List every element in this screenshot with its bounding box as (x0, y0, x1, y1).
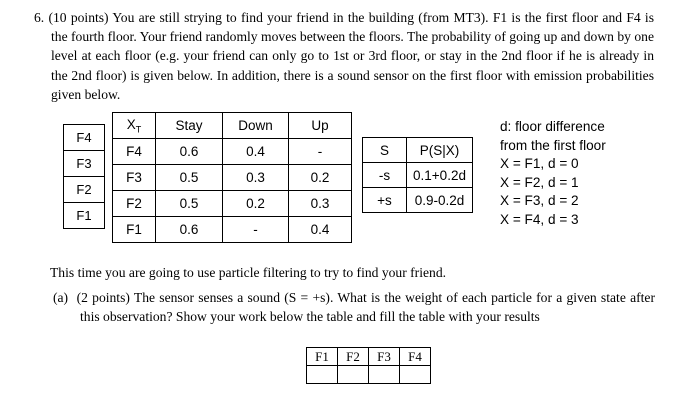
legend-item: X = F2, d = 1 (500, 174, 579, 190)
header-s: S (363, 138, 407, 163)
legend-line: from the first floor (500, 137, 606, 153)
table-cell: 0.9-0.2d (407, 188, 473, 213)
table-header-row (113, 113, 352, 139)
part-a-label: (a) (53, 290, 69, 305)
floor-label: F4 (64, 125, 104, 151)
table-row (307, 366, 431, 384)
floor-label: F1 (76, 208, 92, 223)
problem-statement (34, 8, 654, 104)
answer-header: F4 (400, 348, 431, 366)
table-row (363, 163, 473, 188)
table-cell: - (289, 139, 352, 165)
answer-cell[interactable] (369, 366, 400, 384)
table-cell: 0.4 (223, 139, 289, 165)
answer-header: F2 (338, 348, 369, 366)
table-cell: 0.6 (156, 139, 223, 165)
problem-paragraph (34, 8, 654, 104)
table-cell: 0.2 (223, 191, 289, 217)
answer-header: F1 (307, 348, 338, 366)
table-cell: 0.3 (223, 165, 289, 191)
table-row (113, 139, 352, 165)
table-row (113, 191, 352, 217)
header-p-s-x: P(S|X) (407, 138, 473, 163)
part-a-question (53, 289, 655, 326)
answer-table (306, 347, 431, 384)
part-a-text: (2 points) The sensor senses a sound (S = +s). What is the weight of each particle for a given state after this observation? Show your work below the table and fill the table with your results (76, 290, 655, 324)
table-cell: +s (363, 188, 407, 213)
particle-filtering-intro: This time you are going to use particle filtering to try to find your friend. (50, 265, 447, 280)
transition-table (112, 112, 352, 243)
legend-item: X = F3, d = 2 (500, 193, 579, 208)
legend-item: X = F1, d = 0 (500, 156, 579, 171)
xt-label: $X_T$ (126, 116, 142, 135)
xt-subscript: T (135, 124, 142, 135)
table-cell: 0.1+0.2d (407, 163, 473, 188)
floor-difference-legend (500, 118, 606, 229)
header-up: Up (289, 113, 352, 139)
answer-cell[interactable] (307, 366, 338, 384)
floor-label: F3 (64, 151, 104, 177)
table-cell: F1 (113, 217, 156, 243)
table-row (363, 188, 473, 213)
floor-label: F2 (64, 177, 104, 203)
problem-header: 6. (10 points) (34, 10, 109, 25)
table-header-row (363, 138, 473, 163)
table-cell: 0.4 (289, 217, 352, 243)
sensor-table (362, 137, 473, 213)
legend-line: d: floor difference (500, 119, 605, 134)
floors-diagram (63, 124, 105, 229)
table-cell: 0.6 (156, 217, 223, 243)
table-cell: F3 (113, 165, 156, 191)
table-cell: - (223, 217, 289, 243)
table-cell: 0.5 (156, 165, 223, 191)
table-cell: 0.5 (156, 191, 223, 217)
table-cell: F2 (113, 191, 156, 217)
header-stay: Stay (156, 113, 223, 139)
table-cell: F4 (113, 139, 156, 165)
header-down: Down (223, 113, 289, 139)
table-cell: 0.2 (289, 165, 352, 191)
answer-cell[interactable] (400, 366, 431, 384)
answer-cell[interactable] (338, 366, 369, 384)
problem-body: You are still strying to find your friend in the building (from MT3). F1 is the first floor and F4 is the fourth floor. Your friend randomly moves between the floors. The probability of going up and down by one level at each floor (e.g. your friend can only go to 1st or 3rd floor, or stay in the 2nd floor if he is already in the 2nd floor) is given below. In addition, there is a sound sensor on the first floor with emission probabilities given below. (51, 10, 654, 102)
table-cell: -s (363, 163, 407, 188)
table-row (113, 165, 352, 191)
legend-item: X = F4, d = 3 (500, 211, 579, 227)
table-cell: 0.3 (289, 191, 352, 217)
answer-header: F3 (369, 348, 400, 366)
table-header-row (307, 348, 431, 366)
header-xt (113, 113, 156, 139)
table-row (113, 217, 352, 243)
